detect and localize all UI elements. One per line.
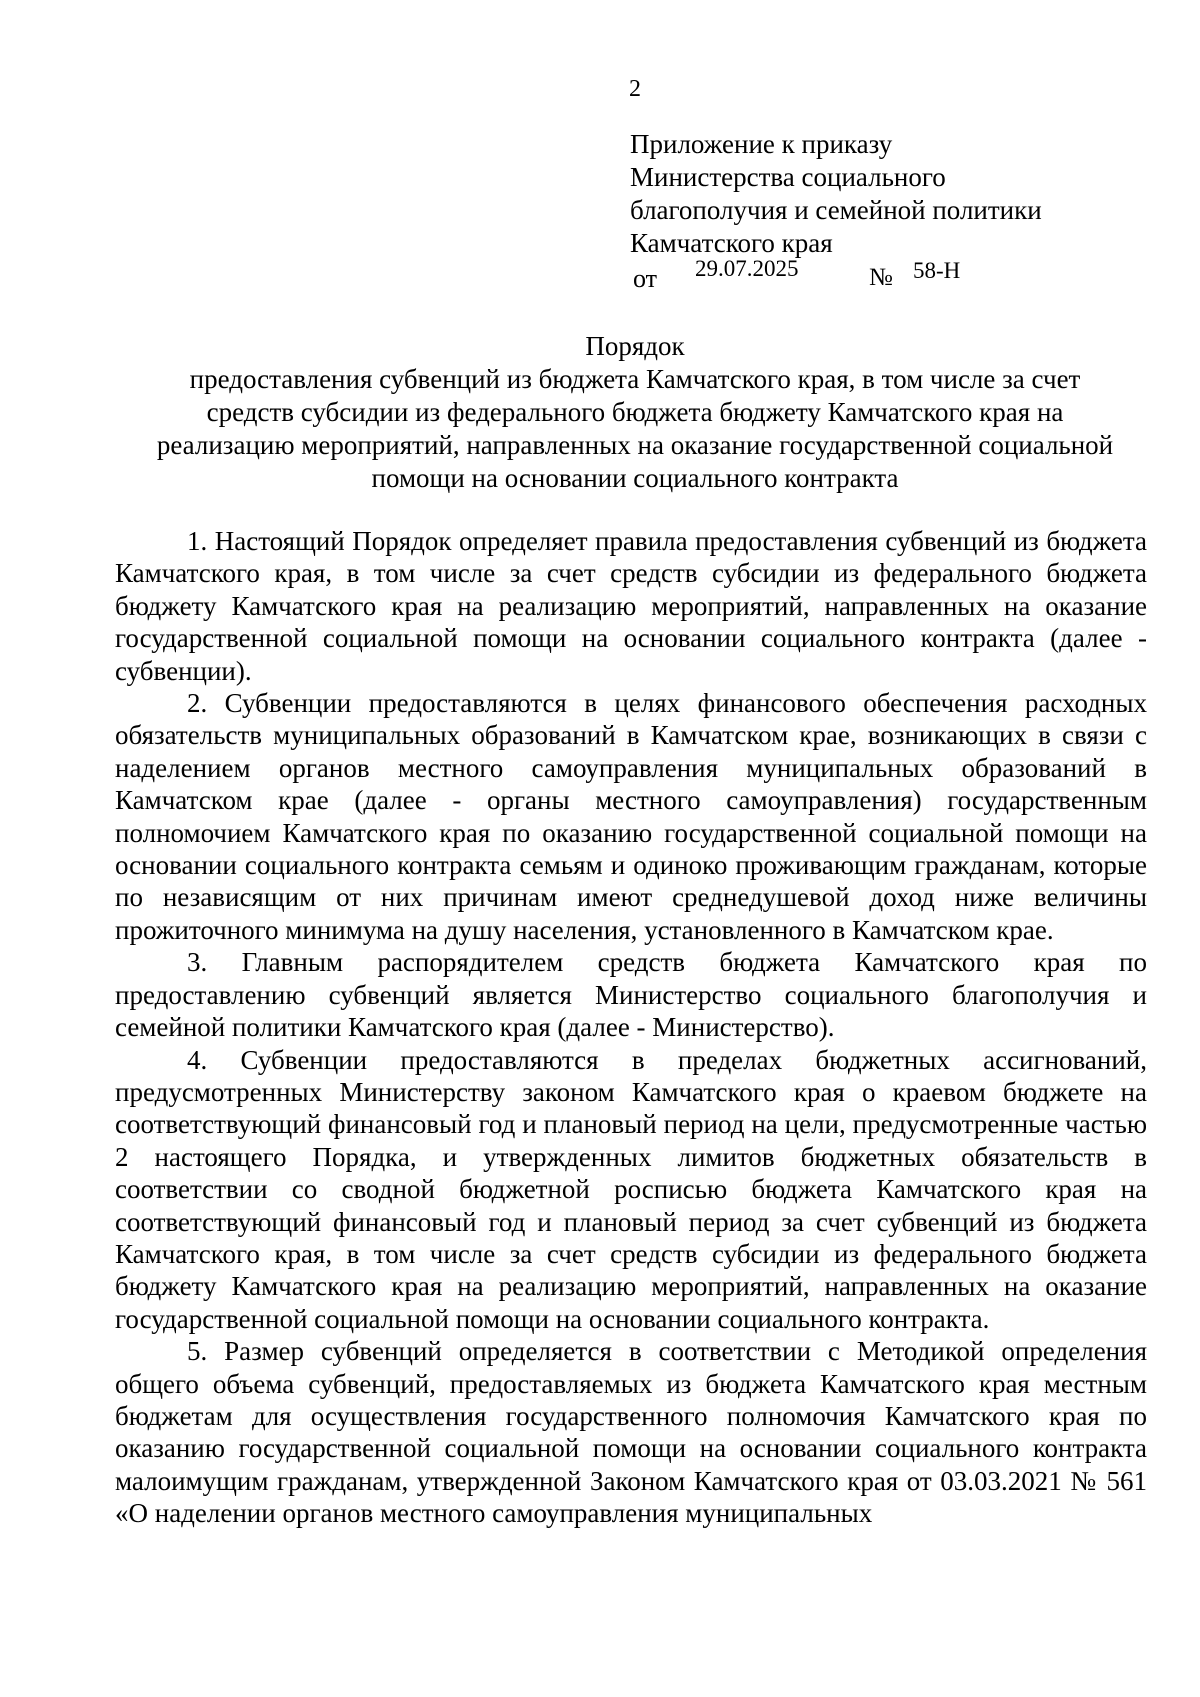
- appendix-header: [630, 128, 1150, 260]
- paragraph-4: 4. Субвенции предоставляются в пределах бюджетных ассигнований, предусмотренных Министерству законом Камчатского края о краевом бюджете на соответствующий финансовый год и плановый период на цели, предусмотренные частью 2 настоящего Порядка, и утвержденных лимитов бюджетных обязательств в соответствии со сводной бюджетной росписью бюджета Камчатского края на соответствующий финансовый год и плановый период за счет субвенций из бюджета Камчатского края, в том числе за счет средств субсидии из федерального бюджета бюджету Камчатского края на реализацию мероприятий, направленных на оказание государственной социальной помощи на основании социального контракта.: [115, 1044, 1147, 1334]
- order-date-number: [633, 256, 1013, 293]
- title-line: предоставления субвенций из бюджета Камчатского края, в том числе за счет: [189, 364, 1081, 394]
- paragraph-1: 1. Настоящий Порядок определяет правила предоставления субвенций из бюджета Камчатского края, в том числе за счет средств субсидии из федерального бюджета бюджету Камчатского края на реализацию мероприятий, направленных на оказание государственной социальной помощи на основании социального контракта (далее - субвенции).: [115, 526, 1147, 686]
- paragraph-3: 3. Главным распорядителем средств бюджета Камчатского края по предоставлению субвенций является Министерство социального благополучия и семейной политики Камчатского края (далее - Министерство).: [115, 947, 1147, 1043]
- paragraph-2: 2. Субвенции предоставляются в целях финансового обеспечения расходных обязательств муниципальных образований в Камчатском крае, возникающих в связи с наделением органов местного самоуправления муниципальных образований в Камчатском крае (далее - органы местного самоуправления) государственным полномочием Камчатского края по оказанию государственной социальной помощи на основании социального контракта семьям и одиноко проживающим гражданам, которые по независящим от них причинам имеют среднедушевой доход ниже величины прожиточного минимума на душу населения, установленного в Камчатском крае.: [115, 688, 1147, 945]
- from-label: от: [633, 264, 658, 293]
- title-line: помощи на основании социального контракта: [371, 463, 899, 493]
- order-number: 58-Н: [913, 258, 961, 283]
- title-line: реализацию мероприятий, направленных на оказание государственной социальной: [156, 430, 1114, 460]
- page-number: 2: [629, 76, 641, 102]
- number-sign: №: [869, 264, 893, 291]
- document-title: [130, 330, 1140, 495]
- order-date: 29.07.2025: [695, 256, 799, 281]
- paragraph-5: 5. Размер субвенций определяется в соответствии с Методикой определения общего объема субвенций, предоставляемых из бюджета Камчатского края местным бюджетам для осуществления государственного полномочия Камчатского края по оказанию государственной социальной помощи на основании социального контракта малоимущим гражданам, утвержденной Законом Камчатского края от 03.03.2021 № 561 «О наделении органов местного самоуправления муниципальных: [115, 1336, 1147, 1529]
- title-line: средств субсидии из федерального бюджета бюджету Камчатского края на: [206, 397, 1064, 427]
- document-body: [115, 525, 1147, 1530]
- appendix-line: благополучия и семейной политики: [630, 195, 1042, 225]
- appendix-line: Камчатского края: [630, 228, 833, 258]
- title-heading: Порядок: [585, 331, 685, 361]
- appendix-line: Приложение к приказу: [630, 129, 893, 159]
- appendix-line: Министерства социального: [630, 162, 946, 192]
